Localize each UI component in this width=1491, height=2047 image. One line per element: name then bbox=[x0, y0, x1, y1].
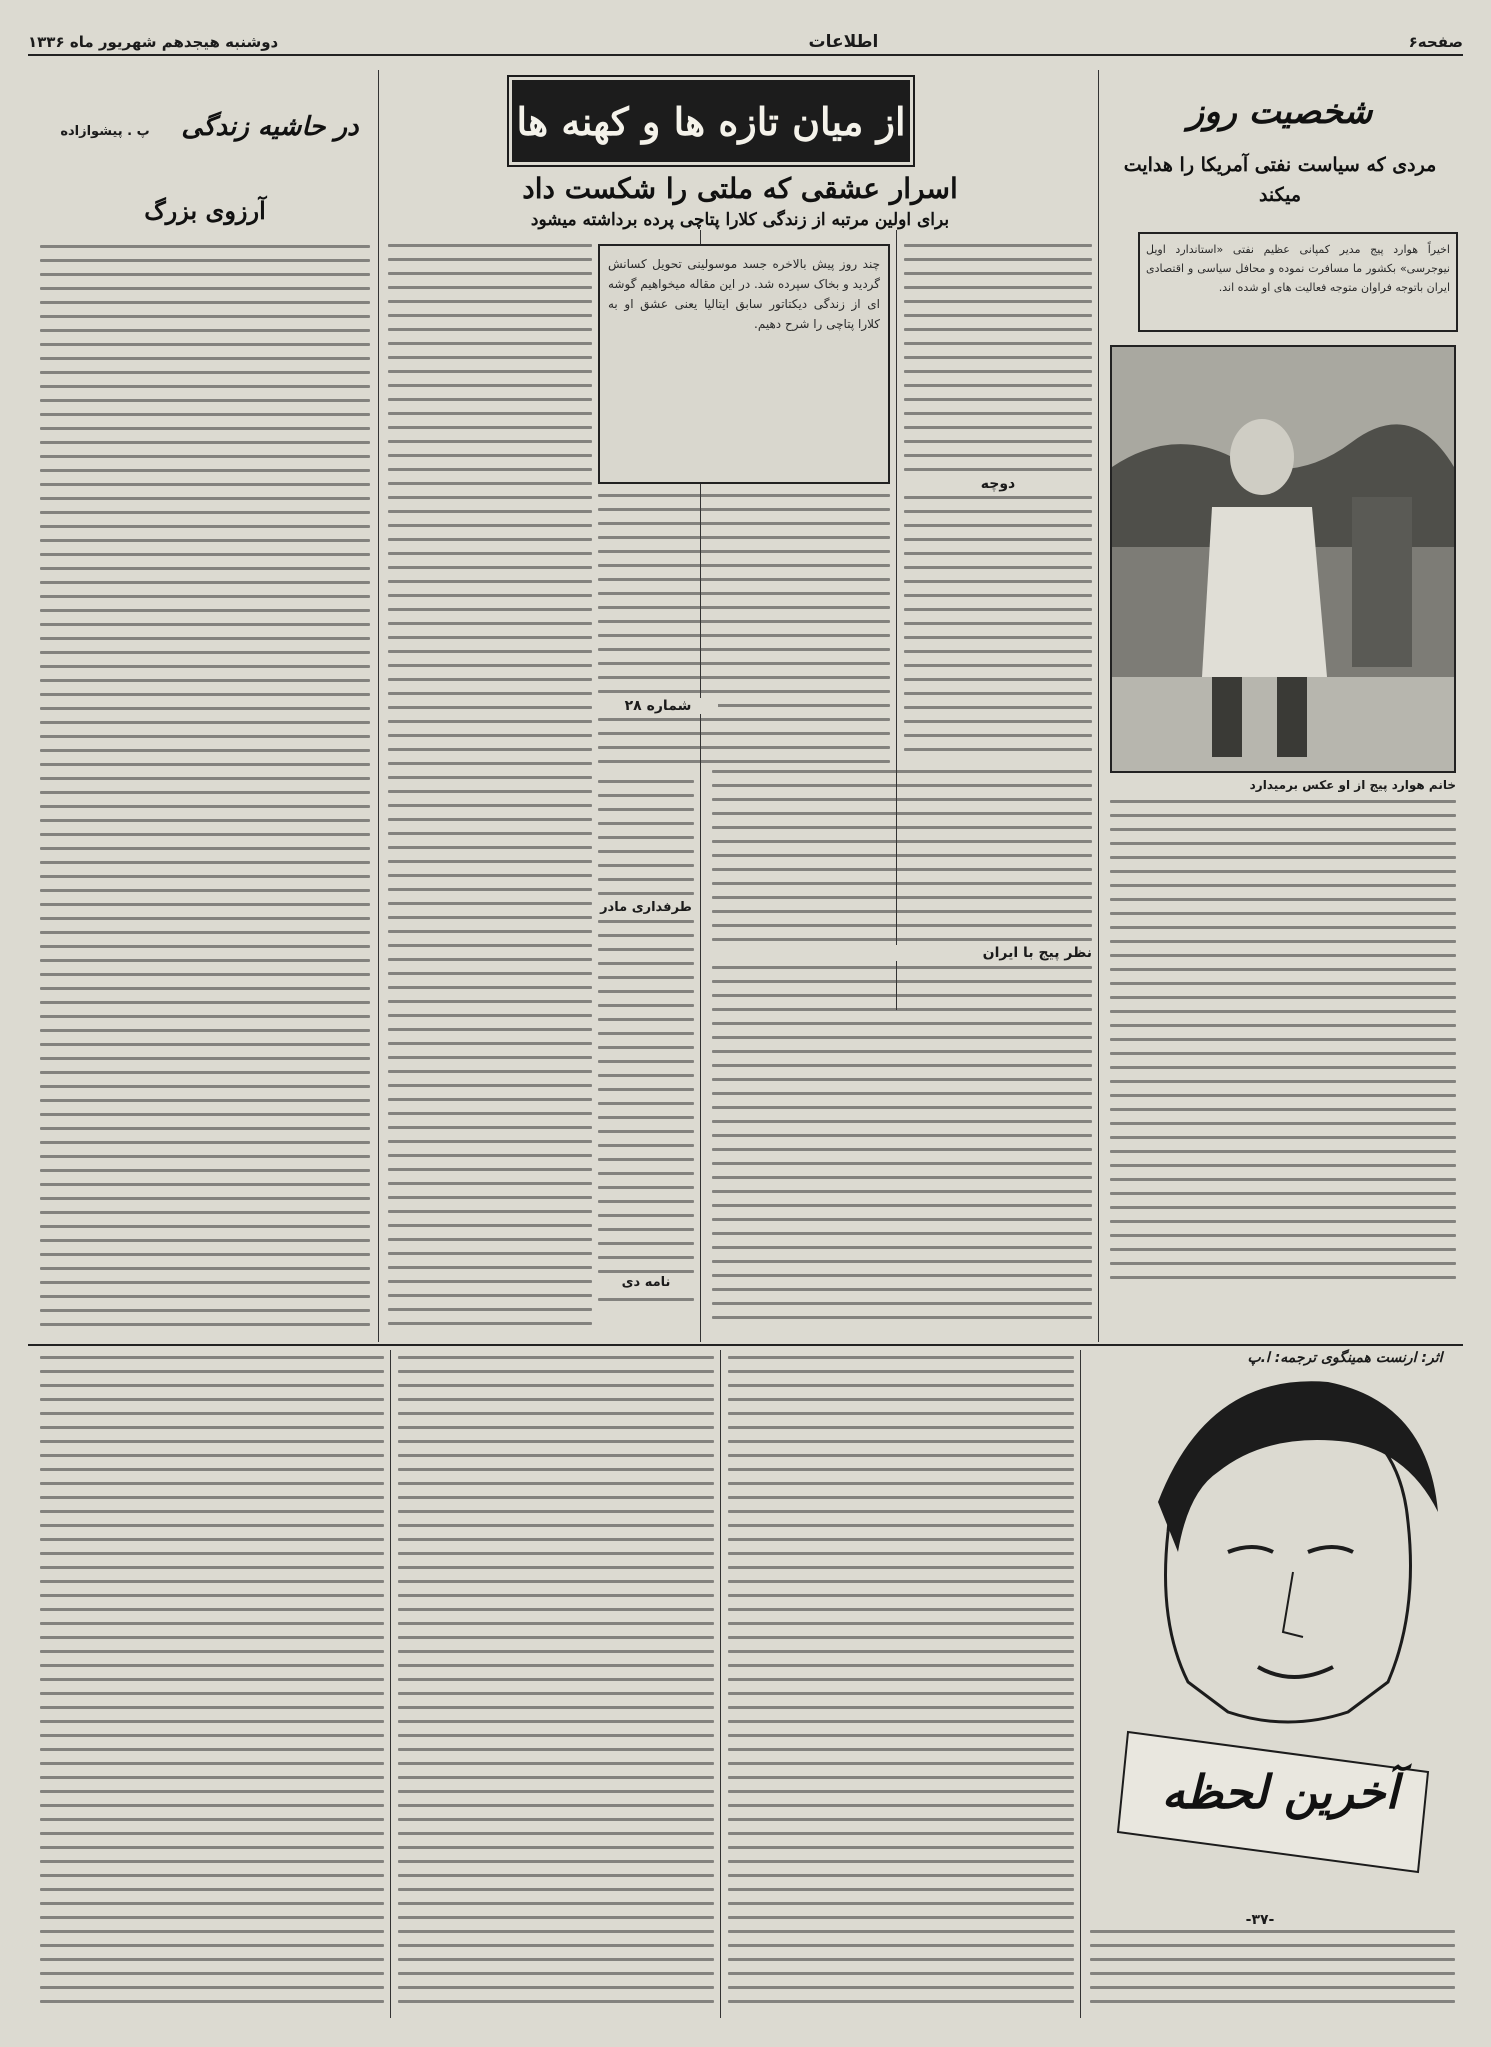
running-head bbox=[28, 30, 1463, 56]
right-lede-text: اخیراً هوارد پیج مدیر کمپانی عظیم نفتی «استاندارد اویل نیوجرسی» بکشور ما مسافرت نموده و محافل سیاسی و اقتصادی ایران باتوجه فراوان متوجه فعالیت های او شده اند. bbox=[1146, 243, 1450, 294]
left-byline: پ . پیشوازاده bbox=[60, 124, 150, 139]
column-rule bbox=[720, 1350, 721, 2018]
section-banner: از میان تازه ها و کهنه ها bbox=[512, 80, 910, 162]
right-column-text-top bbox=[1110, 800, 1456, 1280]
center-intro-text: چند روز پیش بالاخره جسد موسولینی تحویل کسانش گردید و بخاک سپرده شد. در این مقاله میخواهیم گوشه ای از زندگی دیکتاتور سابق ایتالیا یعنی عشق او به کلارا پتاچی را شرح دهیم. bbox=[608, 257, 880, 331]
serial-number: -۳۷- bbox=[1245, 1912, 1275, 1928]
left-headline: آرزوی بزرگ bbox=[144, 196, 266, 225]
right-lede bbox=[1138, 232, 1458, 332]
right-headline: مردی که سیاست نفتی آمریکا را هدایت میکند bbox=[1123, 154, 1437, 206]
mid-right-text bbox=[712, 770, 1092, 1330]
section-title-margin-of-life: در حاشیه زندگی bbox=[181, 112, 359, 142]
column-rule bbox=[1098, 70, 1099, 1342]
subhead-duce: دوچه bbox=[904, 476, 1092, 492]
page-number: صفحه۶ bbox=[1408, 33, 1463, 51]
center-subheadline: برای اولین مرتبه از زندگی کلارا پتاچی پرده برداشته میشود bbox=[530, 210, 950, 230]
bottom-col-2 bbox=[728, 1356, 1074, 2016]
column-rule bbox=[378, 70, 379, 1342]
photo-illustration bbox=[1112, 347, 1454, 771]
bottom-col-4 bbox=[40, 1356, 384, 2016]
subhead-letter: نامه دی bbox=[598, 1275, 694, 1290]
center-mid-col bbox=[598, 494, 890, 774]
subhead-mother-support: طرفداری مادر bbox=[598, 900, 694, 915]
photo-caption: خانم هوارد پیج از او عکس برمیدارد bbox=[1249, 778, 1456, 792]
story-title: آخرین لحظه bbox=[1161, 1765, 1399, 1819]
howard-page-photo bbox=[1110, 345, 1456, 773]
center-intro-box bbox=[598, 244, 890, 484]
section-title-personality: شخصیت روز bbox=[1187, 92, 1373, 132]
bottom-col-3 bbox=[398, 1356, 714, 2016]
subhead-number-28: شماره ۲۸ bbox=[598, 698, 718, 714]
center-right-col bbox=[904, 244, 1092, 764]
column-rule bbox=[390, 1350, 391, 2018]
story-illustration bbox=[1088, 1352, 1458, 1912]
subhead-page-on-iran: نظر پیج با ایران bbox=[712, 945, 1092, 961]
column-rule bbox=[1080, 1350, 1081, 2018]
center-left-col bbox=[388, 244, 592, 1334]
horizontal-rule bbox=[28, 1344, 1463, 1346]
newspaper-name: اطلاعات bbox=[808, 32, 879, 52]
woman-sketch-illustration bbox=[1088, 1352, 1458, 1912]
left-column-text bbox=[40, 245, 370, 1335]
center-headline: اسرار عشقی که ملتی را شکست داد bbox=[522, 172, 958, 205]
bottom-col-1 bbox=[1090, 1930, 1455, 2020]
issue-date: دوشنبه هیجدهم شهریور ماه ۱۳۳۶ bbox=[28, 33, 279, 51]
center-lower-col bbox=[598, 780, 694, 1330]
story-credit: اثر: ارنست همینگوی ترجمه: ا.پ bbox=[1247, 1350, 1443, 1366]
